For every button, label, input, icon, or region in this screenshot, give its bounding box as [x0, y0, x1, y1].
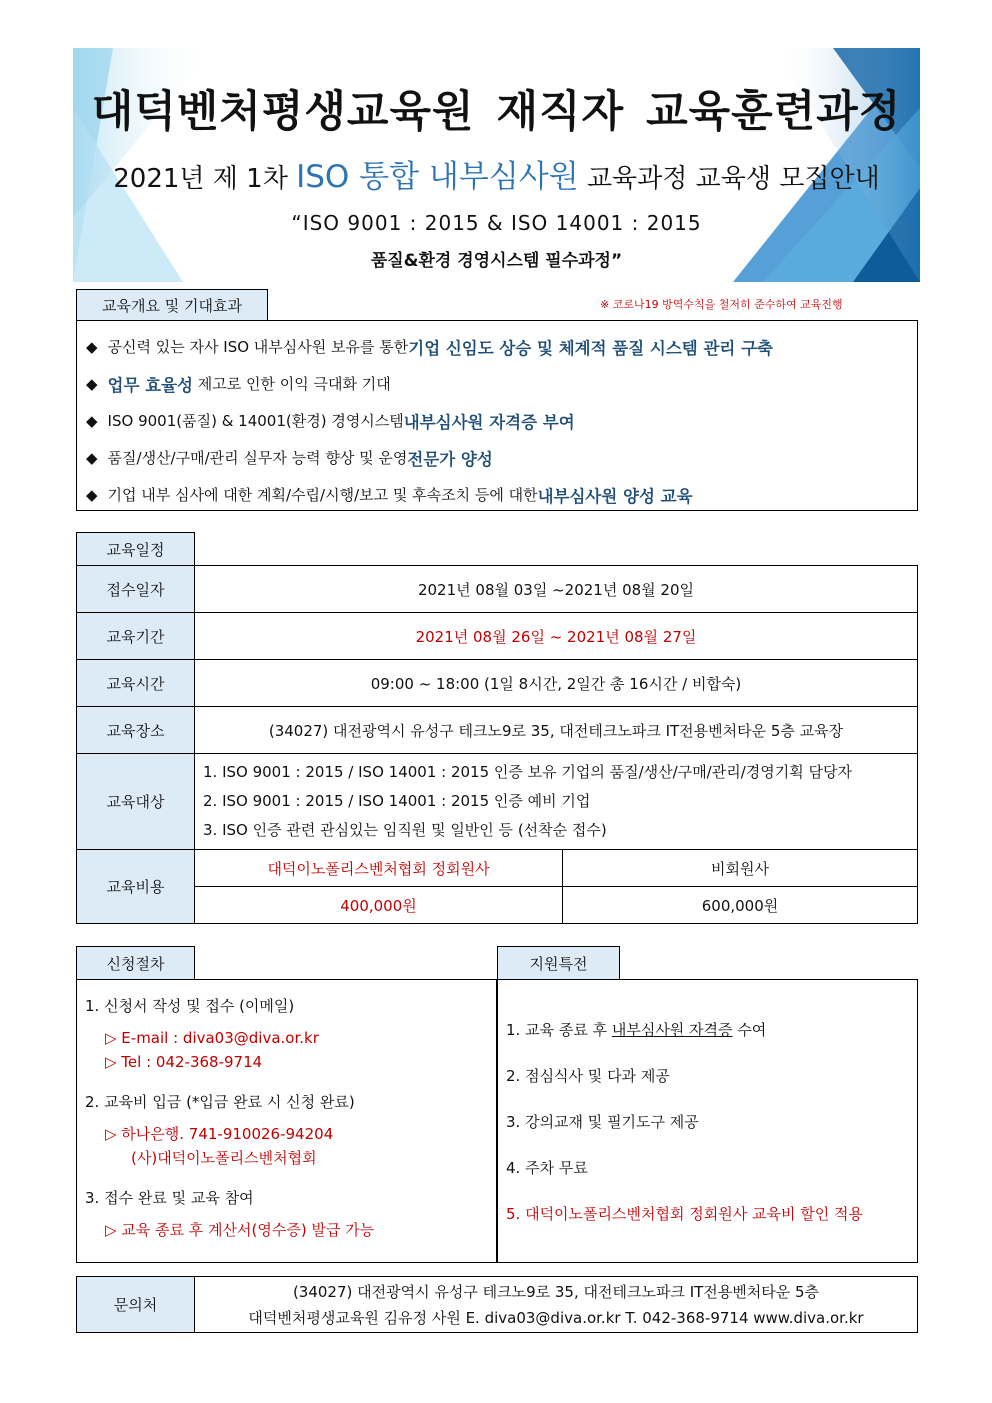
contact-box: [76, 1276, 918, 1333]
row-label: 교육기간: [77, 613, 195, 660]
subtitle-prefix: 2021년 제 1차: [113, 164, 288, 194]
benefit-item: 2. 점심식사 및 다과 제공: [506, 1067, 670, 1085]
contact-label: 문의처: [77, 1277, 195, 1332]
apply-step: 2. 교육비 입금 (*입금 완료 시 신청 완료): [85, 1093, 355, 1111]
overview-item: ◆ ISO 9001(품질) & 14001(환경) 경영시스템 내부심사원 자격증 부여: [86, 411, 575, 432]
covid-note: ※ 코로나19 방역수칙을 철저히 준수하여 교육진행: [600, 298, 843, 311]
registration-period: 2021년 08월 03일 ~2021년 08월 20일: [195, 566, 918, 613]
tagline-course: 품질&환경 경영시스템 필수과정”: [370, 251, 623, 271]
row-label: 교육시간: [77, 660, 195, 707]
benefits-label: 지원특전: [497, 946, 620, 980]
table-row: [77, 613, 918, 660]
apply-step: 3. 접수 완료 및 교육 참여: [85, 1189, 254, 1207]
table-row: [77, 660, 918, 707]
row-label: 접수일자: [77, 566, 195, 613]
row-label: 교육장소: [77, 707, 195, 754]
benefit-item: 5. 대덕이노폴리스벤처협회 정회원사 교육비 할인 적용: [506, 1205, 863, 1223]
apply-email[interactable]: ▷ E-mail : diva03@diva.or.kr: [105, 1029, 319, 1047]
schedule-label: 교육일정: [76, 532, 195, 566]
target-item: 2. ISO 9001 : 2015 / ISO 14001 : 2015 인증 예비 기업: [203, 792, 591, 810]
row-label: 교육대상: [77, 754, 195, 850]
overview-item: ◆ 품질/생산/구매/관리 실무자 능력 향상 및 운영 전문가 양성: [86, 448, 493, 469]
table-row: [77, 754, 918, 850]
subtitle-suffix: 교육과정 교육생 모집안내: [586, 164, 880, 194]
overview-box: [76, 320, 918, 511]
apply-tel[interactable]: ▷ Tel : 042-368-9714: [105, 1053, 263, 1071]
fee-nonmember-label: 비회원사: [563, 850, 918, 887]
target-item: 3. ISO 인증 관련 관심있는 임직원 및 일반인 등 (선착순 접수): [203, 821, 607, 839]
bank-account: ▷ 하나은행. 741-910026-94204: [105, 1125, 334, 1143]
schedule-table: [76, 565, 918, 924]
course-period: 2021년 08월 26일 ~ 2021년 08월 27일: [195, 613, 918, 660]
fee-member-value: 400,000원: [195, 887, 563, 924]
benefit-item: 3. 강의교재 및 필기도구 제공: [506, 1113, 699, 1131]
overview-item: ◆ 공신력 있는 자사 ISO 내부심사원 보유를 통한 기업 신임도 상승 및 체계적 품질 시스템 관리 구축: [86, 337, 773, 358]
diamond-bullet-icon: ◆: [86, 448, 98, 467]
diamond-bullet-icon: ◆: [86, 485, 98, 504]
contact-details[interactable]: 대덕벤처평생교육원 김유정 사원 E. diva03@diva.or.kr T. 042-368-9714 www.diva.or.kr: [248, 1308, 864, 1327]
contact-info: [195, 1277, 917, 1332]
table-row: [77, 707, 918, 754]
diamond-bullet-icon: ◆: [86, 374, 98, 393]
diamond-bullet-icon: ◆: [86, 411, 98, 430]
bank-owner: (사)대덕이노폴리스벤처협회: [131, 1149, 317, 1167]
fee-member-label: 대덕이노폴리스벤처협회 정회원사: [195, 850, 563, 887]
subtitle-highlight: ISO 통합 내부심사원: [296, 159, 579, 195]
table-row: [77, 887, 918, 924]
overview-item: ◆ 업무 효율성 제고로 인한 이익 극대화 기대: [86, 374, 391, 395]
apply-box: [76, 979, 497, 1263]
table-row: [77, 566, 918, 613]
course-time: 09:00 ~ 18:00 (1일 8시간, 2일간 총 16시간 / 비합숙): [195, 660, 918, 707]
course-target: [195, 754, 918, 850]
benefit-item: 4. 주차 무료: [506, 1159, 588, 1177]
header-banner: [73, 48, 920, 282]
page-title: 대덕벤처평생교육원 재직자 교육훈련과정: [91, 87, 902, 137]
apply-step: 1. 신청서 작성 및 접수 (이메일): [85, 997, 295, 1015]
tagline-standards: “ISO 9001 : 2015 & ISO 14001 : 2015: [291, 211, 702, 235]
overview-label: 교육개요 및 기대효과: [76, 289, 268, 321]
table-row: [77, 850, 918, 887]
contact-address: (34027) 대전광역시 유성구 테크노9로 35, 대전테크노파크 IT전용벤처타운 5층: [292, 1282, 820, 1301]
benefit-item: 1. 교육 종료 후 내부심사원 자격증 수여: [506, 1021, 767, 1039]
receipt-note: ▷ 교육 종료 후 계산서(영수증) 발급 가능: [105, 1221, 375, 1239]
row-label: 교육비용: [77, 850, 195, 924]
fee-nonmember-value: 600,000원: [563, 887, 918, 924]
apply-label: 신청절차: [76, 946, 195, 980]
target-item: 1. ISO 9001 : 2015 / ISO 14001 : 2015 인증 보유 기업의 품질/생산/구매/관리/경영기획 담당자: [203, 763, 852, 781]
benefits-box: [497, 979, 918, 1263]
course-location: (34027) 대전광역시 유성구 테크노9로 35, 대전테크노파크 IT전용벤처타운 5층 교육장: [195, 707, 918, 754]
overview-item: ◆ 기업 내부 심사에 대한 계획/수립/시행/보고 및 후속조치 등에 대한 내부심사원 양성 교육: [86, 485, 693, 506]
diamond-bullet-icon: ◆: [86, 337, 98, 356]
page-subtitle: [73, 151, 920, 196]
